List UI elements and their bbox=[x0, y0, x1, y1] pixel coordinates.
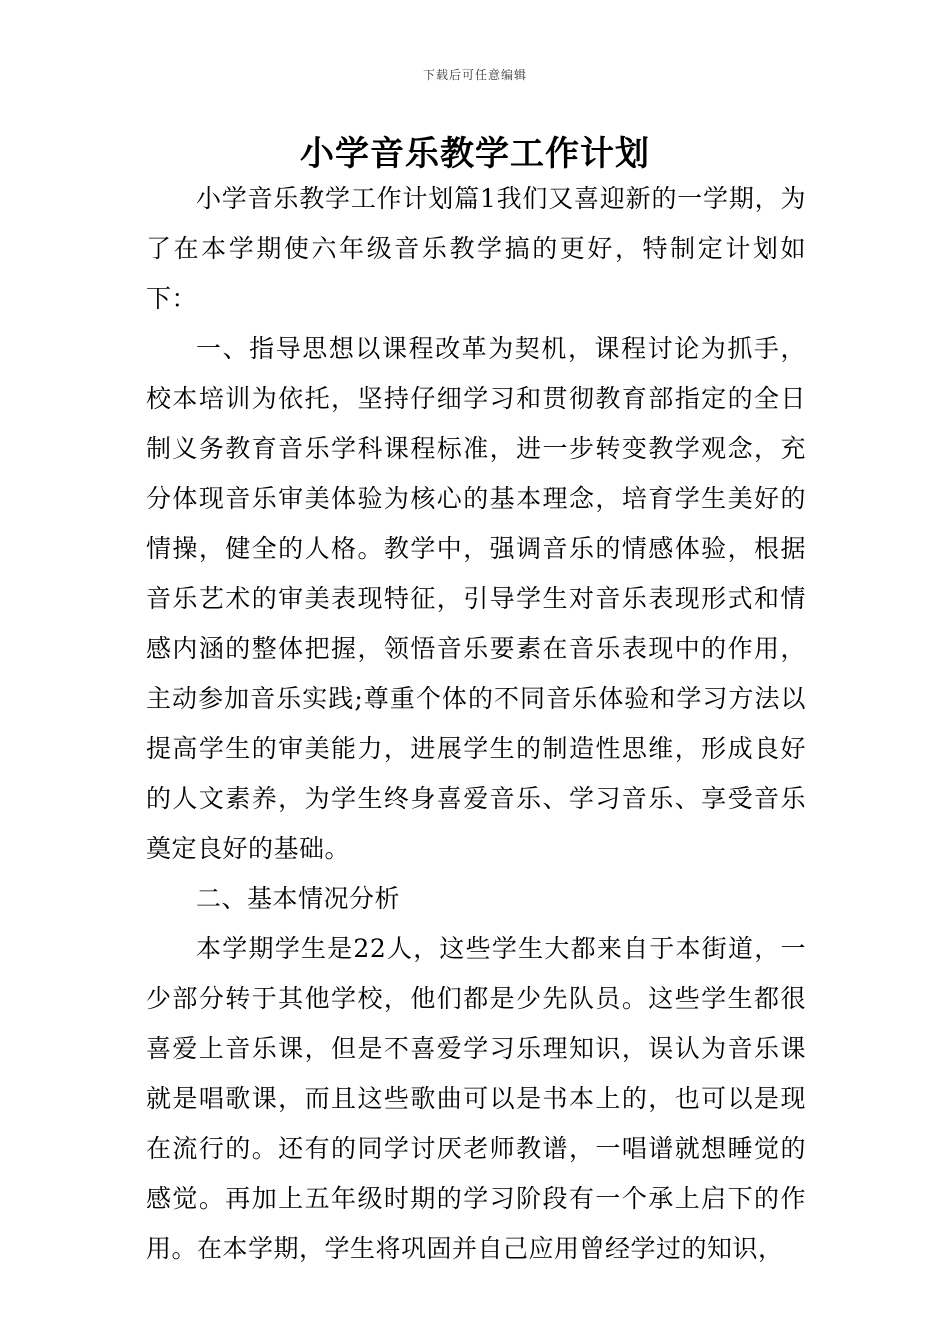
section-heading-basic-situation: 二、基本情况分析 bbox=[196, 884, 401, 913]
document-title: 小学音乐教学工作计划 bbox=[300, 134, 650, 174]
paragraph-guiding-ideology: 一、指导思想以课程改革为契机，课程讨论为抓手，校本培训为依托，坚持仔细学习和贯彻教育部指定的全日制义务教育音乐学科课程标准，进一步转变教学观念，充分体现音乐审美体验为核心的基本理念，培育学生美好的情操，健全的人格。教学中，强调音乐的情感体验，根据音乐艺术的审美表现特征，引导学生对音乐表现形式和情感内涵的整体把握，领悟音乐要素在音乐表现中的作用，主动参加音乐实践;尊重个体的不同音乐体验和学习方法以提高学生的审美能力，进展学生的制造性思维，形成良好的人文素养，为学生终身喜爱音乐、学习音乐、享受音乐奠定良好的基础。 bbox=[146, 334, 806, 863]
document-body bbox=[146, 174, 806, 1274]
paragraph-intro: 小学音乐教学工作计划篇1我们又喜迎新的一学期，为了在本学期使六年级音乐教学搞的更好，特制定计划如下： bbox=[146, 184, 806, 313]
header-note: 下载后可任意编辑 bbox=[422, 68, 527, 82]
paragraph-student-analysis: 本学期学生是22人，这些学生大都来自于本街道，一少部分转于其他学校，他们都是少先队员。这些学生都很喜爱上音乐课，但是不喜爱学习乐理知识，误认为音乐课就是唱歌课，而且这些歌曲可以是书本上的，也可以是现在流行的。还有的同学讨厌老师教谱，一唱谱就想睡觉的感觉。再加上五年级时期的学习阶段有一个承上启下的作用。在本学期，学生将巩固并自己应用曾经学过的知识， bbox=[146, 934, 806, 1263]
